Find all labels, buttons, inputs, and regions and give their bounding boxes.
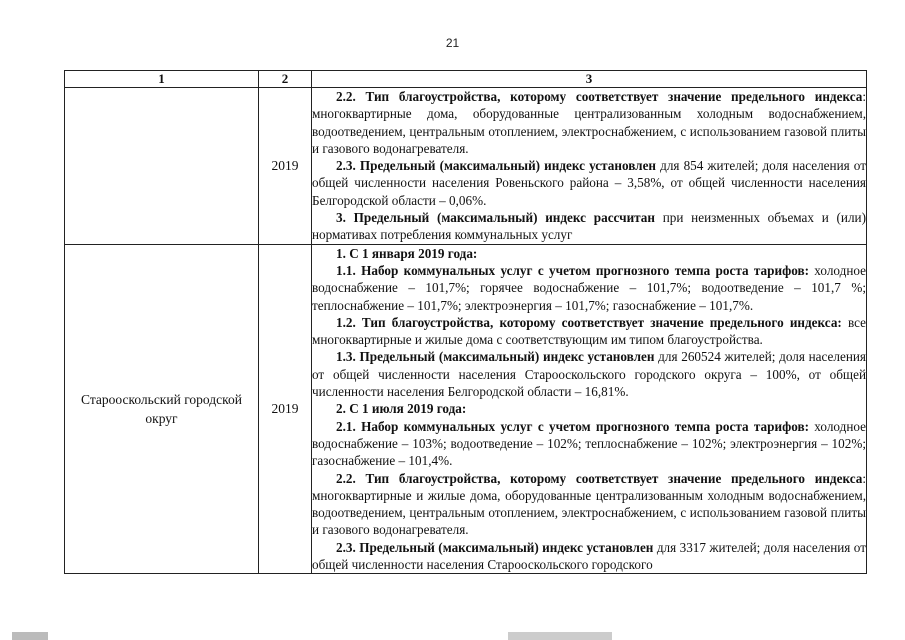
document-table [64, 70, 867, 574]
paragraph [312, 157, 866, 209]
paragraph [312, 245, 866, 262]
paragraph [312, 400, 866, 417]
paragraph-heading: 3. Предельный (максимальный) индекс рассчитан [336, 210, 655, 226]
paragraph-text: холодное водоснабжение – 103%; водоотведение – 102%; теплоснабжение – 102%; электроэнергия – 102%; газоснабжение – 101,4%. [312, 418, 866, 469]
paragraph-text: все многоквартирные и жилые дома с соответствующим им типом благоустройства. [312, 314, 866, 348]
table-header-row [65, 71, 867, 88]
paragraph [312, 418, 866, 470]
paragraph-text: : многоквартирные и жилые дома, оборудованные централизованным холодным водоснабжением, водоотведением, центральным отоплением, электроснабжением, с использованием газовой плиты и газового водонагревателя. [312, 470, 866, 538]
paragraph-heading: 1.2. Тип благоустройства, которому соответствует значение предельного индекса: [336, 314, 842, 330]
paragraph-heading: 1. С 1 января 2019 года: [336, 245, 478, 261]
page-number: 21 [445, 36, 460, 50]
description-cell [312, 88, 867, 245]
year-cell: 2019 [259, 88, 312, 245]
column-header-2: 2 [259, 71, 312, 88]
paragraph-text: холодное водоснабжение – 101,7%; горячее водоснабжение – 101,7%; водоотведение – 101,7 %; теплоснабжение – 101,7%; электроэнергия – 101,7%; газоснабжение – 101,7%. [312, 262, 866, 313]
paragraph-text: для 3317 жителей; доля населения от общей численности населения Старооскольского городского [312, 539, 866, 573]
table-row [65, 88, 867, 245]
paragraph [312, 88, 866, 157]
column-header-3: 3 [312, 71, 867, 88]
paragraph [312, 348, 866, 400]
table-row [65, 244, 867, 574]
paragraph-text: для 854 жителей; доля населения от общей численности населения Ровеньского района – 3,58%, от общей численности населения Белгородской области – 0,06%. [312, 158, 866, 208]
region-cell [65, 88, 259, 245]
paragraph [312, 209, 866, 244]
paragraph-heading: 1.1. Набор коммунальных услуг с учетом прогнозного темпа роста тарифов: [336, 262, 809, 278]
paragraph-heading: 2.3. Предельный (максимальный) индекс установлен [336, 158, 657, 174]
scan-artifact [508, 632, 612, 640]
scan-artifact [12, 632, 48, 640]
paragraph [312, 262, 866, 314]
paragraph [312, 314, 866, 349]
year-cell: 2019 [259, 244, 312, 574]
paragraph-text: для 260524 жителей; доля населения от общей численности населения Старооскольского городского округа – 100%, от общей численности населения Белгородской области – 16,81%. [312, 349, 867, 400]
column-header-1: 1 [65, 71, 259, 88]
paragraph-heading: 2.3. Предельный (максимальный) индекс установлен [336, 539, 654, 555]
description-paragraphs [312, 88, 866, 244]
paragraph-text: : многоквартирные дома, оборудованные централизованным холодным водоснабжением, водоотведением, центральным отоплением, электроснабжением, с использованием газовой плиты и газового водонагревателя. [312, 89, 866, 156]
paragraph-heading: 2.2. Тип благоустройства, которому соответствует значение предельного индекса [336, 89, 863, 104]
paragraph-text: при неизменных объемах и (или) нормативах потребления коммунальных услуг [312, 210, 866, 243]
paragraph-heading: 2.2. Тип благоустройства, которому соответствует значение предельного индекса [336, 470, 863, 486]
paragraph [312, 539, 866, 574]
paragraph [312, 470, 866, 539]
region-cell: Старооскольский городской округ [65, 244, 259, 574]
paragraph-heading: 1.3. Предельный (максимальный) индекс установлен [336, 349, 655, 365]
description-paragraphs [312, 245, 866, 574]
description-cell [312, 244, 867, 574]
paragraph-heading: 2. С 1 июля 2019 года: [336, 401, 467, 417]
paragraph-heading: 2.1. Набор коммунальных услуг с учетом прогнозного темпа роста тарифов: [336, 418, 809, 434]
